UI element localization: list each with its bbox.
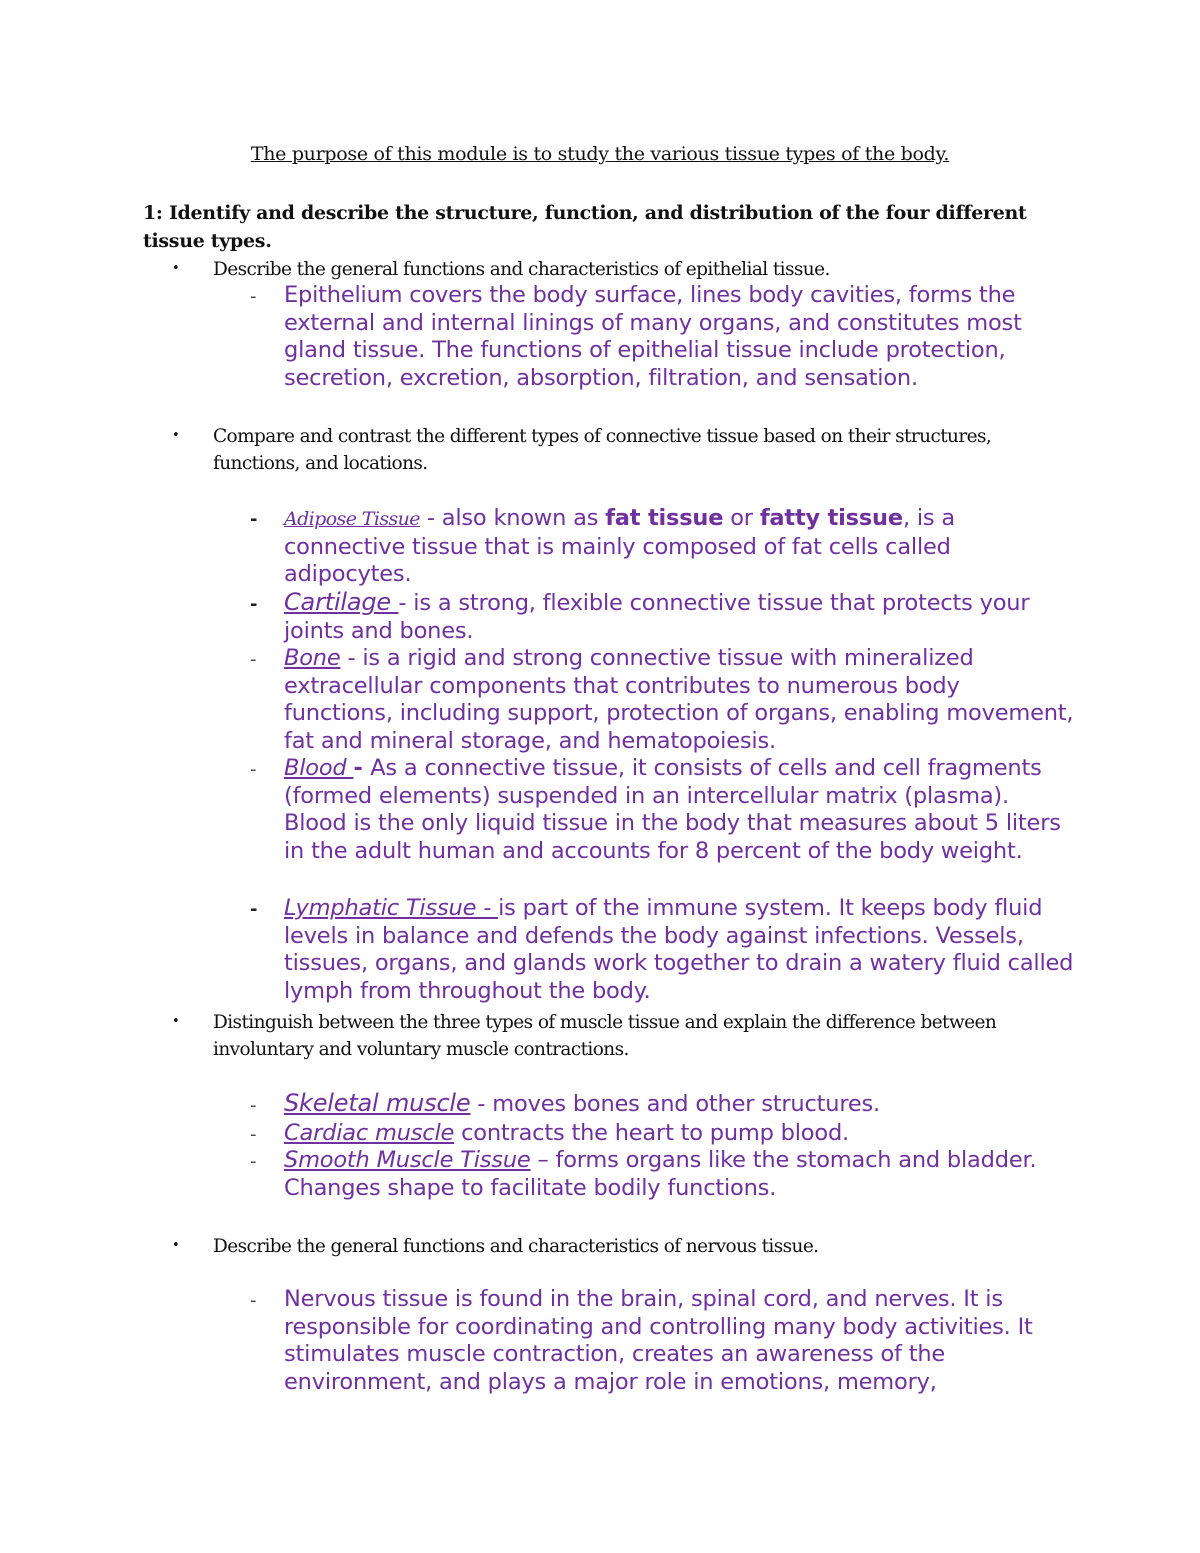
answer-cardiac-muscle: Cardiac muscle contracts the heart to pump blood. [284,1120,849,1146]
term-lymphatic-tissue: Lymphatic Tissue - [284,895,499,921]
dash-marker: - [250,649,257,670]
bullet-question-muscle: Distinguish between the three types of muscle tissue and explain the difference between involuntary and voluntary muscle contractions. [213,1012,997,1060]
term-adipose-tissue: Adipose Tissue [284,508,420,530]
term-cardiac-muscle: Cardiac muscle [284,1120,455,1146]
dash-marker: - [250,509,258,530]
bullet-question-nervous: Describe the general functions and characteristics of nervous tissue. [213,1236,819,1257]
answer-skeletal-muscle: Skeletal muscle - moves bones and other structures. [284,1089,881,1117]
answer-bone: Bone - is a rigid and strong connective tissue with mineralized extracellular components that contributes to numerous body functions, including support, protection of organs, enabling movement, fat and mineral storage, and hematopoiesis. [284,645,1074,754]
answer-cartilage: Cartilage - is a strong, flexible connective tissue that protects your joints and bones. [284,588,1030,644]
dash-marker: - [250,286,257,307]
answer-nervous-tissue: Nervous tissue is found in the brain, spinal cord, and nerves. It is responsible for coordinating and controlling many body activities. It stimulates muscle contraction, creates an awareness of the environment, and plays a major role in emotions, memory, [284,1286,1033,1395]
answer-adipose: Adipose Tissue - also known as fat tissue or fatty tissue, is a connective tissue that is mainly composed of fat cells called adipocytes. [284,505,955,587]
answer-blood: Blood - As a connective tissue, it consists of cells and cell fragments (formed elements) suspended in an intercellular matrix (plasma). Blood is the only liquid tissue in the body that measures about 5 liters in the adult human and accounts for 8 percent of the body weight. [284,755,1061,864]
module-purpose-title: The purpose of this module is to study the various tissue types of the body. [250,143,950,165]
bold-fatty-tissue: fatty tissue [759,505,903,531]
term-cartilage: Cartilage [284,588,399,616]
bullet-marker: • [172,261,180,276]
dash-marker: - [250,594,258,615]
answer-epithelium: Epithelium covers the body surface, lines body cavities, forms the external and internal linings of many organs, and constitutes most gland tissue. The functions of epithelial tissue include protection, secretion, excretion, absorption, filtration, and sensation. [284,282,1022,391]
bullet-question-epithelial: Describe the general functions and characteristics of epithelial tissue. [213,259,830,280]
objective-heading: 1: Identify and describe the structure, function, and distribution of the four different tissue types. [143,202,1027,252]
answer-smooth-muscle: Smooth Muscle Tissue – forms organs like the stomach and bladder. Changes shape to facilitate bodily functions. [284,1147,1037,1201]
dash-marker: - [250,1124,257,1145]
dash-marker: - [250,1290,257,1311]
dash-marker: - [250,1095,257,1116]
dash-marker: - [250,1151,257,1172]
bullet-marker: • [172,1238,180,1253]
bullet-marker: • [172,428,180,443]
term-skeletal-muscle: Skeletal muscle [284,1089,471,1117]
term-smooth-muscle-tissue: Smooth Muscle Tissue [284,1147,531,1173]
bullet-marker: • [172,1014,180,1029]
term-bone: Bone [284,645,341,671]
bold-fat-tissue: fat tissue [605,505,724,531]
dash-marker: - [250,759,257,780]
term-blood: Blood [284,755,354,781]
dash-marker: - [250,899,258,920]
bullet-question-connective: Compare and contrast the different types of connective tissue based on their structures, functions, and locations. [213,426,992,474]
answer-lymphatic: Lymphatic Tissue - is part of the immune system. It keeps body fluid levels in balance and defends the body against infections. Vessels, tissues, organs, and glands work together to drain a watery fluid called lymph from throughout the body. [284,895,1074,1004]
